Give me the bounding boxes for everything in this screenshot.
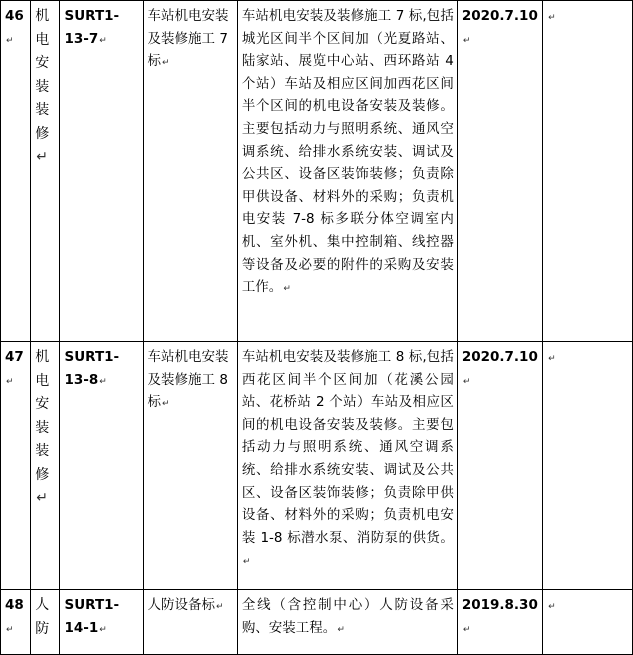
category-cell: 机 电 安 装 装 修 ↵ bbox=[31, 342, 60, 590]
row-number-cell: 47↵ bbox=[1, 342, 31, 590]
contract-name-cell: 车站机电安装及装修施工 7 标↵ bbox=[143, 1, 237, 342]
contract-code-cell: SURT1-13-8↵ bbox=[60, 342, 143, 590]
date-cell: 2019.8.30↵ bbox=[457, 590, 542, 655]
row-number-cell: 46↵ bbox=[1, 1, 31, 342]
contract-name-cell: 车站机电安装及装修施工 8 标↵ bbox=[143, 342, 237, 590]
scope-description-cell: 车站机电安装及装修施工 8 标,包括西花区间半个区间加（花溪公园站、花桥站 2 个站）车站及相应区间的机电设备安装及装修。主要包括动力与照明系统、通风空调系统、给排水系统安装、调试及公共区、设备区装饰装修；负责除甲供设备、材料外的采购；负责机电安装 1-8 标潜水泵、消防泵的供货。↵ bbox=[237, 342, 457, 590]
row-number-cell: 48↵ bbox=[1, 590, 31, 655]
contract-code-cell: SURT1-13-7↵ bbox=[60, 1, 143, 342]
table-row bbox=[1, 590, 633, 655]
table-row bbox=[1, 342, 633, 590]
contract-name-cell: 人防设备标↵ bbox=[143, 590, 237, 655]
scope-description-cell: 车站机电安装及装修施工 7 标,包括城光区间半个区间加（光夏路站、陆家站、展览中心站、西环路站 4 个站）车站及相应区间加西花区间半个区间的机电设备安装及装修。主要包括动力与照明系统、通风空调系统、给排水系统安装、调试及公共区、设备区装饰装修；负责除甲供设备、材料外的采购；负责机电安装 7-8 标多联分体空调室内机、室外机、集中控制箱、线控器等设备及必要的附件的采购及安装工作。↵ bbox=[237, 1, 457, 342]
date-cell: 2020.7.10↵ bbox=[457, 1, 542, 342]
table-row bbox=[1, 1, 633, 342]
contract-code-cell: SURT1-14-1↵ bbox=[60, 590, 143, 655]
date-cell: 2020.7.10↵ bbox=[457, 342, 542, 590]
empty-cell: ↵ bbox=[543, 1, 633, 342]
category-cell: 人 防 bbox=[31, 590, 60, 655]
empty-cell: ↵ bbox=[543, 342, 633, 590]
empty-cell: ↵ bbox=[543, 590, 633, 655]
scope-description-cell: 全线（含控制中心）人防设备采购、安装工程。↵ bbox=[237, 590, 457, 655]
category-cell: 机 电 安 装 装 修 ↵ bbox=[31, 1, 60, 342]
